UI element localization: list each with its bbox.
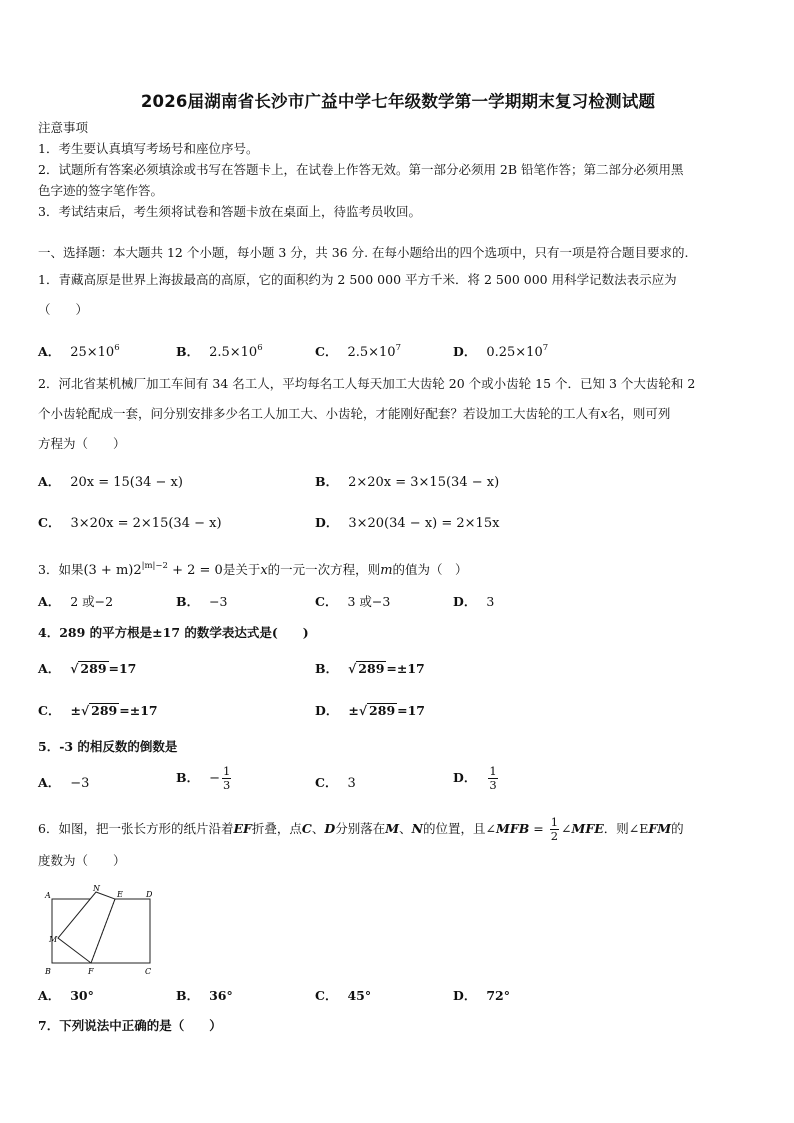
q2-option-d[interactable]: D． 3×20(34 − x) = 2×15x xyxy=(315,515,500,531)
q5-option-c[interactable]: C． 3 xyxy=(315,775,356,791)
q6-option-d[interactable]: D． 72° xyxy=(453,988,510,1003)
q1-paren: （ ） xyxy=(38,302,89,317)
q2-option-a[interactable]: A． 20x = 15(34 − x) xyxy=(38,474,183,490)
q4-option-a[interactable]: A． √ 289 =17 xyxy=(38,661,137,676)
label-n: N xyxy=(93,884,100,893)
sqrt-symbol: √ 289 xyxy=(358,703,396,718)
q3-option-c[interactable]: C． 3 或−3 xyxy=(315,594,391,609)
label-m: M xyxy=(49,935,58,944)
option-letter: A． xyxy=(38,344,61,359)
q5-option-a[interactable]: A． −3 xyxy=(38,775,90,791)
q6-option-b[interactable]: B． 36° xyxy=(176,988,233,1003)
q4-stem: 4．289 的平方根是±17 的数学表达式是( ) xyxy=(38,625,309,640)
q2-stem-line2: 个小齿轮配成一套，问分别安排多少名工人加工大、小齿轮，才能刚好配套？若设加工大齿轮的工人有x名，则可列 xyxy=(38,406,671,422)
q3-option-b[interactable]: B． −3 xyxy=(176,594,228,609)
q6-stem-line1: 6．如图，把一张长方形的纸片沿着EF折叠，点C、D分别落在M、N的位置，且∠MFB = $\frac{1}{2}$ ∠MFE．则∠EFM的 xyxy=(38,815,684,843)
notice-heading: 注意事项 xyxy=(38,120,89,135)
q1-option-c[interactable]: C． $2.5\times 10^7$ xyxy=(315,343,401,360)
option-letter: C． xyxy=(315,344,338,359)
option-letter: B． xyxy=(176,344,200,359)
label-d: D xyxy=(146,890,153,899)
sqrt-symbol: √ 289 xyxy=(70,661,107,676)
label-f: F xyxy=(88,967,94,976)
q3-stem: 3．如果$(3 + m)2^{|m|-2} + 2 = 0$是关于x的一元一次方程，则m的值为（ ） xyxy=(38,561,468,578)
fraction: $\frac{1}{3}$ xyxy=(489,764,497,792)
q3-option-a[interactable]: A． 2 或−2 xyxy=(38,594,114,609)
q5-stem: 5．-3 的相反数的倒数是 xyxy=(38,739,178,754)
q3-option-d[interactable]: D． 3 xyxy=(453,594,495,609)
q5-option-d[interactable]: D． $\frac{1}{3}$ xyxy=(453,764,497,792)
q4-option-b[interactable]: B． √ 289 =±17 xyxy=(315,661,425,676)
notice-item-2: 2．试题所有答案必须填涂或书写在答题卡上，在试卷上作答无效。第一部分必须用 2B 铅笔作答；第二部分必须用黑 xyxy=(38,162,684,177)
label-b: B xyxy=(45,967,51,976)
notice-item-1: 1．考生要认真填写考场号和座位序号。 xyxy=(38,141,259,156)
sqrt-symbol: √ 289 xyxy=(348,661,385,676)
label-a: A xyxy=(45,891,51,900)
page-title: 2026届湖南省长沙市广益中学七年级数学第一学期期末复习检测试题 xyxy=(140,92,656,111)
notice-item-3: 3．考试结束后，考生须将试卷和答题卡放在桌面上，待监考员收回。 xyxy=(38,204,421,219)
q2-option-b[interactable]: B． 2×20x = 3×15(34 − x) xyxy=(315,474,500,490)
q1-option-a[interactable]: A． $25\times 10^6$ xyxy=(38,343,120,360)
q4-option-d[interactable]: D． ±√ 289 =17 xyxy=(315,703,426,718)
option-letter: D． xyxy=(453,344,477,359)
label-c: C xyxy=(145,967,152,976)
notice-item-2-cont: 色字迹的签字笔作答。 xyxy=(38,183,164,198)
q6-option-c[interactable]: C． 45° xyxy=(315,988,372,1003)
q5-option-b[interactable]: B． − $\frac{1}{3}$ xyxy=(176,764,231,792)
q1-option-d[interactable]: D． $0.25\times 10^7$ xyxy=(453,343,549,360)
section-heading: 一、选择题：本大题共 12 个小题，每小题 3 分，共 36 分. 在每小题给出的四个选项中，只有一项是符合题目要求的. xyxy=(38,245,689,260)
q6-figure xyxy=(44,884,164,976)
sqrt-symbol: √ 289 xyxy=(80,703,118,718)
label-e: E xyxy=(117,890,123,899)
q2-stem-line1: 2．河北省某机械厂加工车间有 34 名工人，平均每名工人每天加工大齿轮 20 个或小齿轮 15 个．已知 3 个大齿轮和 2 xyxy=(38,376,696,391)
q6-option-a[interactable]: A． 30° xyxy=(38,988,94,1003)
folded-flap xyxy=(58,892,115,963)
q1-stem: 1．青藏高原是世界上海拔最高的高原，它的面积约为 2 500 000 平方千米．将 2 500 000 用科学记数法表示应为 xyxy=(38,272,677,287)
q4-option-c[interactable]: C． ±√ 289 =±17 xyxy=(38,703,158,718)
q7-stem: 7．下列说法中正确的是（ ） xyxy=(38,1018,222,1033)
q2-stem-line3: 方程为（ ） xyxy=(38,436,126,451)
q1-option-b[interactable]: B． $2.5\times 10^6$ xyxy=(176,343,263,360)
q6-stem-line2: 度数为（ ） xyxy=(38,853,126,868)
fraction: $\frac{1}{2}$ xyxy=(550,815,559,843)
q2-option-c[interactable]: C． 3×20x = 2×15(34 − x) xyxy=(38,515,222,531)
fraction: $\frac{1}{3}$ xyxy=(222,764,231,792)
